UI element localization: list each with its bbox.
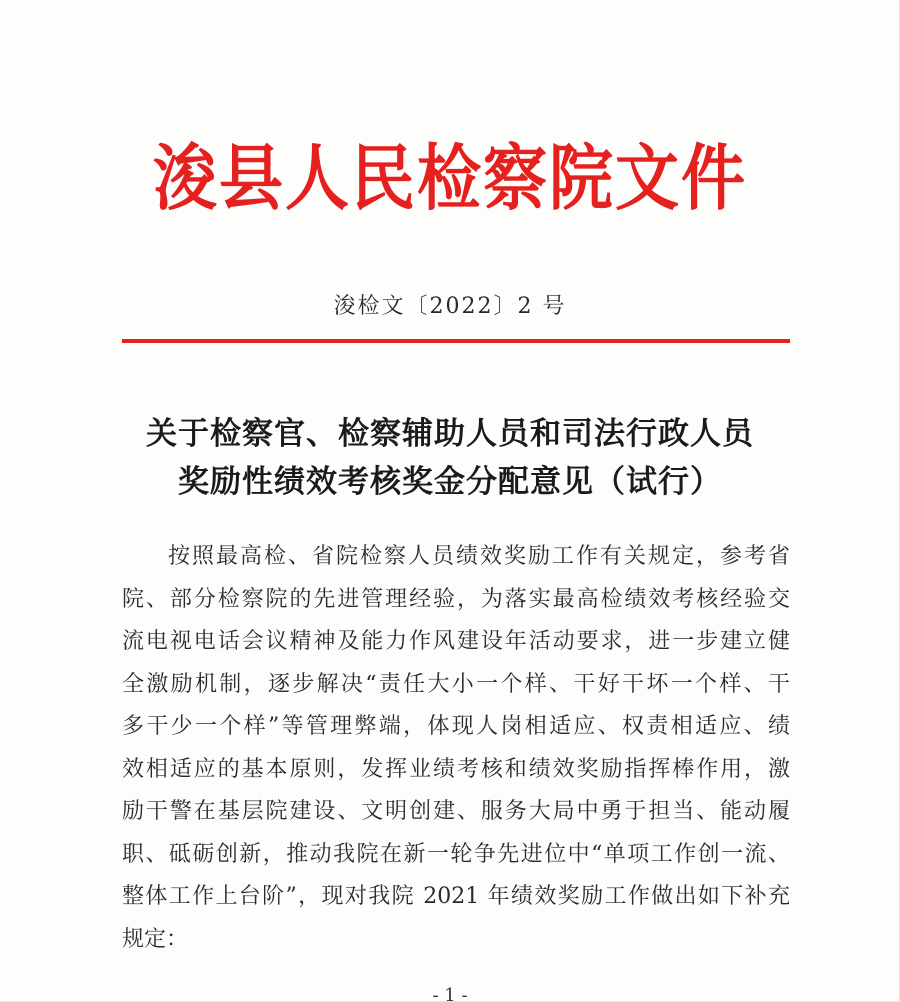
body-line-9: 整体工作上台阶”，现对我院 2021 年绩效奖励工作做出如下补充	[122, 884, 790, 909]
body-line-5: 多干少一个样”等管理弊端，体现人岗相适应、权责相适应、绩	[122, 714, 790, 739]
body-line-2: 院、部分检察院的先进管理经验，为落实最高检绩效考核经验交	[122, 586, 790, 612]
body-line-3: 流电视电话会议精神及能力作风建设年活动要求，进一步建立健	[122, 629, 790, 654]
body-line-10: 规定：	[122, 926, 189, 952]
body-line-6: 效相适应的基本原则，发挥业绩考核和绩效奖励指挥棒作用，激	[122, 756, 790, 782]
document-masthead: 浚县人民检察院文件	[153, 136, 747, 221]
red-separator-rule	[122, 339, 790, 343]
document-number: 浚检文〔2022〕2 号	[333, 294, 567, 319]
title-line-1: 关于检察官、检察辅助人员和司法行政人员	[146, 416, 754, 452]
body-line-7: 励干警在基层院建设、文明创建、服务大局中勇于担当、能动履	[122, 799, 790, 824]
body-line-1: 按照最高检、省院检察人员绩效奖励工作有关规定，参考省	[168, 544, 790, 569]
body-line-8: 职、砥砺创新，推动我院在新一轮争先进位中“单项工作创一流、	[122, 841, 790, 867]
body-paragraph	[122, 536, 790, 961]
title-line-2: 奖励性绩效考核奖金分配意见（试行）	[178, 464, 722, 500]
body-line-4: 全激励机制，逐步解决“责任大小一个样、干好干坏一个样、干	[122, 671, 790, 697]
page-number: - 1 -	[432, 985, 468, 1002]
document-title	[0, 410, 900, 506]
